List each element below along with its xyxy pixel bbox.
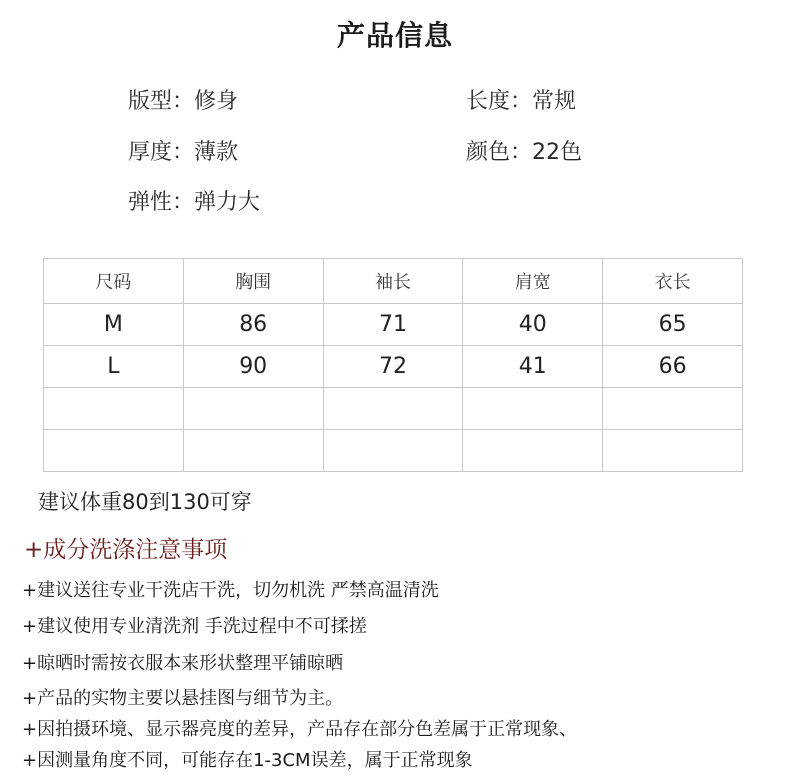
care-item: +晾晒时需按衣服本来形状整理平铺晾晒 xyxy=(22,653,344,674)
header-chest: 胸围 xyxy=(183,259,323,304)
cell-sleeve: 72 xyxy=(323,346,463,388)
cell-sleeve: 71 xyxy=(323,304,463,346)
attr-color: 颜色：22色 xyxy=(466,140,582,165)
header-sleeve: 袖长 xyxy=(323,259,463,304)
table-row xyxy=(44,304,743,346)
page-title: 产品信息 xyxy=(336,19,453,52)
cell-chest xyxy=(183,430,323,472)
care-item: +因测量角度不同，可能存在1-3CM误差，属于正常现象 xyxy=(22,750,473,771)
attr-fit: 版型：修身 xyxy=(128,89,239,114)
cell-size: M xyxy=(44,304,184,346)
care-heading: +成分洗涤注意事项 xyxy=(24,537,228,563)
attr-thickness: 厚度：薄款 xyxy=(128,140,239,165)
cell-chest: 90 xyxy=(183,346,323,388)
care-item: +建议送往专业干洗店干洗，切勿机洗 严禁高温清洗 xyxy=(22,580,439,601)
cell-length xyxy=(603,388,743,430)
attr-length: 长度：常规 xyxy=(466,89,577,114)
size-chart-table xyxy=(43,258,743,472)
care-item: +因拍摄环境、显示器亮度的差异，产品存在部分色差属于正常现象、 xyxy=(22,719,578,740)
cell-size xyxy=(44,430,184,472)
header-size: 尺码 xyxy=(44,259,184,304)
table-row xyxy=(44,388,743,430)
size-table-header-row xyxy=(44,259,743,304)
care-item: +建议使用专业清洗剂 手洗过程中不可揉搓 xyxy=(22,616,367,637)
cell-size: L xyxy=(44,346,184,388)
table-row xyxy=(44,430,743,472)
cell-chest: 86 xyxy=(183,304,323,346)
cell-size xyxy=(44,388,184,430)
care-item: +产品的实物主要以悬挂图与细节为主。 xyxy=(22,688,344,709)
header-length: 衣长 xyxy=(603,259,743,304)
cell-shoulder: 40 xyxy=(463,304,603,346)
cell-sleeve xyxy=(323,430,463,472)
attr-elasticity: 弹性：弹力大 xyxy=(128,190,261,215)
cell-length xyxy=(603,430,743,472)
weight-note: 建议体重80到130可穿 xyxy=(38,490,252,514)
cell-shoulder xyxy=(463,430,603,472)
cell-shoulder xyxy=(463,388,603,430)
cell-shoulder: 41 xyxy=(463,346,603,388)
cell-length: 66 xyxy=(603,346,743,388)
cell-length: 65 xyxy=(603,304,743,346)
cell-chest xyxy=(183,388,323,430)
table-row xyxy=(44,346,743,388)
cell-sleeve xyxy=(323,388,463,430)
header-shoulder: 肩宽 xyxy=(463,259,603,304)
